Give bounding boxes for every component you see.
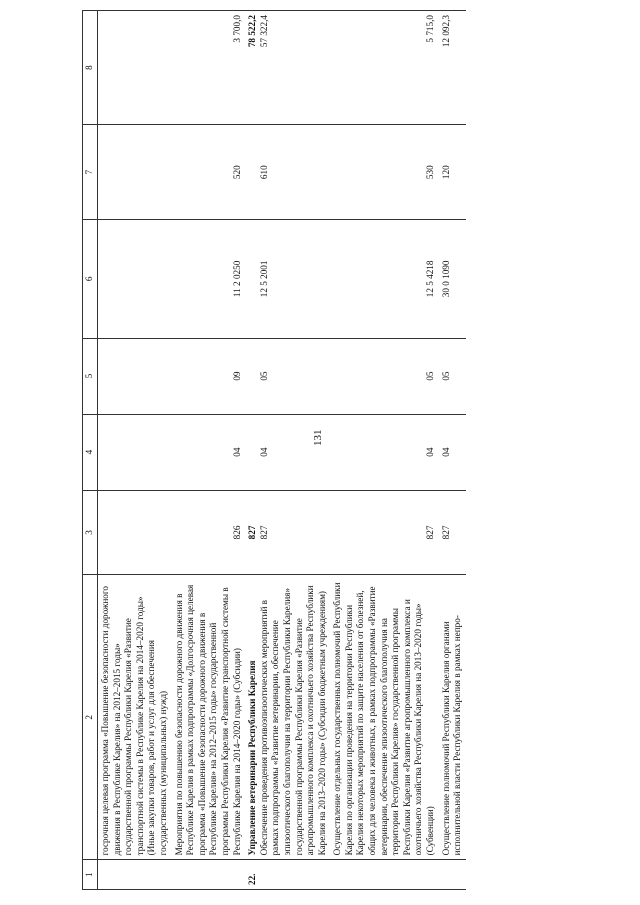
cell-ministry-code [245,490,330,575]
cell-target-article: 11 2 0250 [172,220,246,338]
column-header: 7 [83,125,98,220]
cell-subsection: 05 [439,338,466,414]
column-header: 4 [83,414,98,490]
column-header: 3 [83,490,98,575]
table-row [98,11,172,890]
cell-expense-type [98,125,172,220]
cell-amount: 12 092,3 [439,11,466,125]
cell-ministry-code: 826 [172,490,246,575]
cell-subsection: 05 [245,338,330,414]
row-index [439,860,466,890]
column-number-row [83,11,98,890]
row-index [172,860,246,890]
document-sheet [82,10,582,890]
table-row [439,11,466,890]
cell-subsection: 09 [172,338,246,414]
section-index: 22. [245,860,330,890]
cell-expense-type: 530 [330,125,438,220]
row-description: Осуществление полномочий Республики Карелия органами исполнительной власти Республики Карелия в рамках непро- [439,575,466,860]
table-row [172,11,246,890]
cell-section [98,414,172,490]
column-header: 6 [83,220,98,338]
row-index [98,860,172,890]
cell-target-article: 12 5 2001 [245,220,330,338]
row-description-text: Обеспечение проведения противоэпизоотических мероприятий в рамках подпрограммы «Развитие ветеринарии, обеспечение эпизоотического благополучия на территории Республики Карелия» государственной программы Республики Карелия «Развитие агропромышленного комплекса и охотничьего хозяйства Республики Карелия на 2013–2020 годы» (Субсидии бюджетным учреждениям) [258,585,327,856]
section-total: 78 522,2 [247,15,258,48]
cell-section: 04 [172,414,246,490]
page-number: 131 [312,429,324,446]
cell-target-article [98,220,172,338]
row-description [245,575,330,860]
row-description: госрочная целевая программа «Повышение безопасности дорожного движения в Республике Карелия» на 2012–2015 годы» государственной программы Республики Карелия «Развитие транспортной системы в Республике Карелия на 2014–2020 годы» (Иные закупки товаров, работ и услуг для обеспечения государственных (муниципальных) нужд) [98,575,172,860]
cell-section: 04 [330,414,438,490]
cell-ministry-code [98,490,172,575]
budget-table [82,10,466,890]
row-description: Осуществление отдельных государственных полномочий Республики Карелия по организации проведения на территории Республики Карелия некоторых мероприятий по защите населения от болезней, общих для человека и животных, в рамках подпрограммы «Развитие ветеринарии, обеспечение эпизоотического благополучия на территории Республики Карелия» государственной программы Республики Карелия «Развитие агропромышленного комплекса и охотничьего хозяйства Республики Карелия на 2013–2020 годы» (Субвенции) [330,575,438,860]
table-row [330,11,438,890]
section-title: Управление ветеринарии Республики Карелия [247,660,258,856]
column-header: 8 [83,11,98,125]
column-header: 2 [83,575,98,860]
cell-subsection: 05 [330,338,438,414]
cell-expense-type: 520 [172,125,246,220]
item-amount: 57 322,4 [258,15,269,48]
row-description: Мероприятия по повышению безопасности дорожного движения в Республике Карелия в рамках подпрограммы «Долгосрочная целевая программа «Повышение безопасности дорожного движения в Республике Карелия» на 2012–2015 годы» государственной программы Республики Карелия «Развитие транспортной системы в Республике Карелия на 2014–2020 годы» (Субсидии) [172,575,246,860]
row-index [330,860,438,890]
cell-target-article: 30 0 1090 [439,220,466,338]
table-row [245,11,330,890]
cell-subsection [98,338,172,414]
cell-target-article: 12 5 4218 [330,220,438,338]
item-code: 827 [258,525,269,540]
column-header: 5 [83,338,98,414]
cell-ministry-code: 827 [439,490,466,575]
cell-expense-type: 610 [245,125,330,220]
cell-section: 04 [245,414,330,490]
cell-expense-type: 120 [439,125,466,220]
cell-amount [245,11,330,125]
section-code: 827 [247,525,258,540]
cell-amount: 5 715,0 [330,11,438,125]
cell-section: 04 [439,414,466,490]
cell-amount [98,11,172,125]
column-header: 1 [83,860,98,890]
cell-amount: 3 700,0 [172,11,246,125]
cell-ministry-code: 827 [330,490,438,575]
